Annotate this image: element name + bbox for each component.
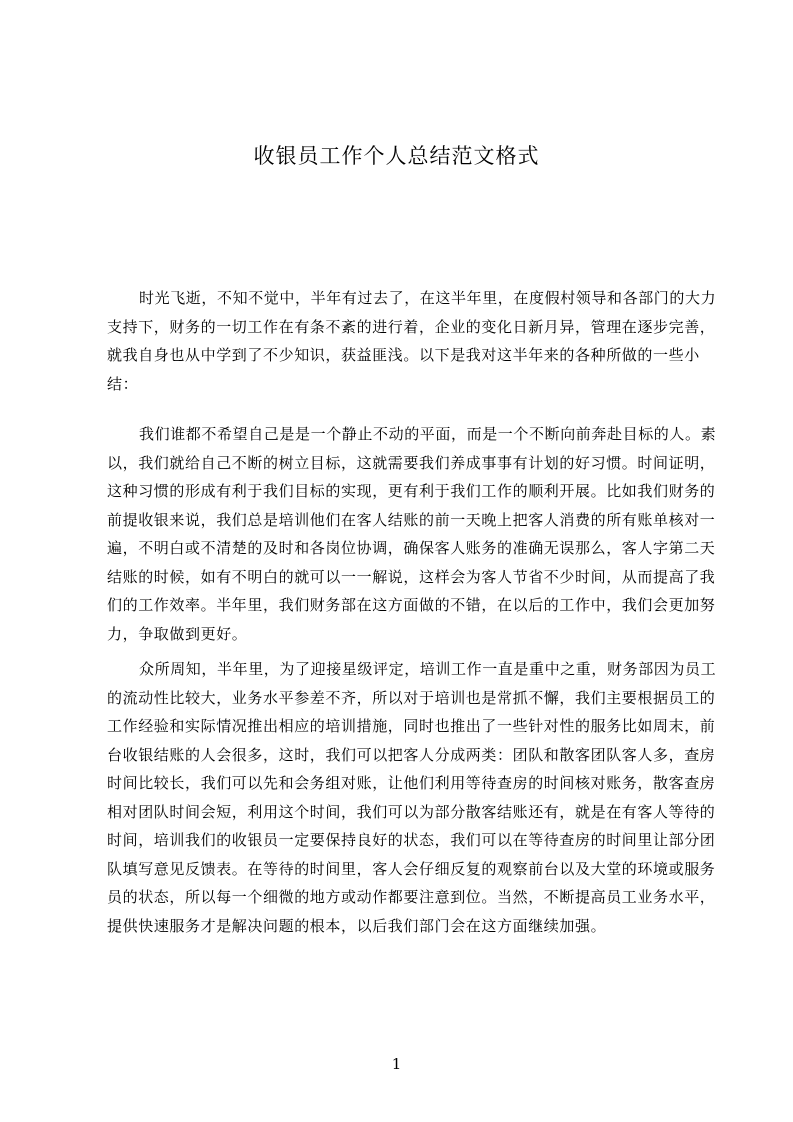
paragraph-intro: 时光飞逝，不知不觉中，半年有过去了，在这半年里，在度假村领导和各部门的大力支持下，财务的一切工作在有条不紊的进行着，企业的变化日新月异，管理在逐步完善，就我自身也从中学到了不少知识，获益匪浅。以下是我对这半年来的各种所做的一些小结：: [107, 289, 717, 393]
paragraph-goals: 我们谁都不希望自己是是一个静止不动的平面，而是一个不断向前奔赴目标的人。素以，我们就给自己不断的树立目标，这就需要我们养成事事有计划的好习惯。时间证明，这种习惯的形成有利于我们目标的实现，更有利于我们工作的顺利开展。比如我们财务的前提收银来说，我们总是培训他们在客人结账的前一天晚上把客人消费的所有账单核对一遍，不明白或不清楚的及时和各岗位协调，确保客人账务的准确无误那么，客人字第二天结账的时候，如有不明白的就可以一一解说，这样会为客人节省不少时间，从而提高了我们的工作效率。半年里，我们财务部在这方面做的不错，在以后的工作中，我们会更加努力，争取做到更好。: [107, 425, 717, 643]
page-number: 1: [391, 1055, 402, 1073]
document-title: 收银员工作个人总结范文格式: [253, 144, 540, 168]
paragraph-training: 众所周知，半年里，为了迎接星级评定，培训工作一直是重中之重，财务部因为员工的流动性比较大，业务水平参差不齐，所以对于培训也是常抓不懈，我们主要根据员工的工作经验和实际情况推出相应的培训措施，同时也推出了一些针对性的服务比如周末，前台收银结账的人会很多，这时，我们可以把客人分成两类：团队和散客团队客人多，查房时间比较长，我们可以先和会务组对账，让他们利用等待查房的时间核对账务，散客查房相对团队时间会短，利用这个时间，我们可以为部分散客结账还有，就是在有客人等待的时间，培训我们的收银员一定要保持良好的状态，我们可以在等待查房的时间里让部分团队填写意见反馈表。在等待的时间里，客人会仔细反复的观察前台以及大堂的环境或服务员的状态，所以每一个细微的地方或动作都要注意到位。当然，不断提高员工业务水平，提供快速服务才是解决问题的根本，以后我们部门会在这方面继续加强。: [107, 660, 717, 935]
